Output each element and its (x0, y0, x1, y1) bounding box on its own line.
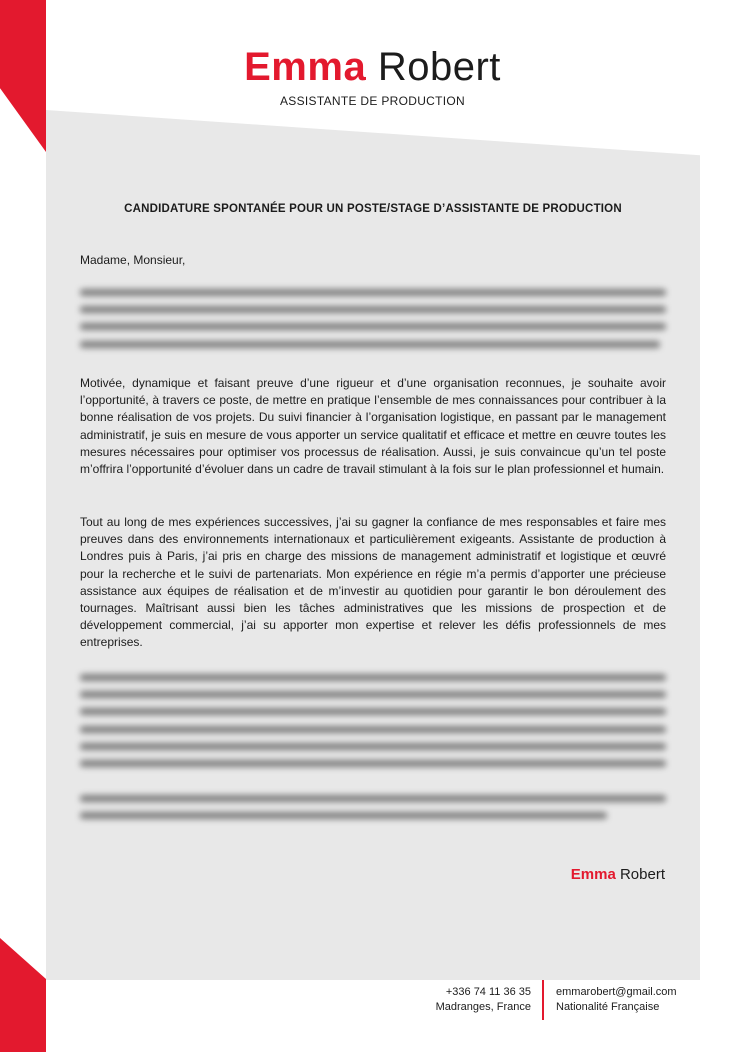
letter-paragraph-2: Motivée, dynamique et faisant preuve d’une rigueur et d’une organisation reconnues, je souhaite avoir l’opportunité, à travers ce poste, de mettre en pratique l’ensemble de mes connaissances pour contribuer à la bonne réalisation de vos projets. Du suivi financier à l’organisation logistique, en passant par le management administratif, je suis en mesure de vous apporter un service qualitatif et efficace et mettre en œuvre toutes les mesures nécessaires pour optimiser vos processus de réalisation. Aussi, je suis convaincue qu’un tel poste m’offrira l’opportunité d’évoluer dans un cadre de travail stimulant à la fois sur le plan professionnel et humain. (80, 376, 666, 477)
header-first-name: Emma (244, 45, 367, 89)
contact-location: Madranges, France (435, 1001, 531, 1013)
contact-divider (542, 980, 544, 1020)
contact-right (556, 985, 677, 1015)
letter-subject: CANDIDATURE SPONTANÉE POUR UN POSTE/STAGE D’ASSISTANTE DE PRODUCTION (124, 203, 622, 215)
header-name (0, 44, 745, 90)
header-last-name: Robert (377, 45, 501, 89)
blurred-paragraph-4 (80, 674, 666, 777)
blurred-paragraph-1 (80, 289, 666, 358)
header-role: ASSISTANTE DE PRODUCTION (280, 94, 465, 108)
letter-paragraph-3: Tout au long de mes expériences successives, j’ai su gagner la confiance de mes responsables et faire mes preuves dans des environnements internationaux et particulièrement exigeants. Assistante de production à Londres puis à Paris, j’ai pris en charge des missions de management administratif et logistique et œuvré pour la recherche et le suivi de partenariats. Mon expérience en régie m’a permis d’apporter une précieuse assistance aux équipes de réalisation et de m’investir au quotidien pour garantir le bon déroulement des tournages. Maîtrisant aussi bien les tâches administratives que les missions de prospection et de développement commercial, j’ai su apporter mon expertise et relever les défis professionnels de mes entreprises. (80, 515, 666, 650)
contact-nationality: Nationalité Française (556, 1001, 660, 1013)
blurred-paragraph-5 (80, 795, 666, 829)
red-accent-bar-bottom (0, 938, 46, 1052)
letter-salutation: Madame, Monsieur, (80, 253, 186, 267)
contact-phone: +336 74 11 36 35 (445, 986, 531, 998)
contact-email: emmarobert@gmail.com (556, 986, 677, 998)
contact-left (436, 985, 531, 1015)
signature (571, 866, 665, 883)
signature-last-name: Robert (619, 866, 665, 883)
signature-first-name: Emma (570, 866, 616, 883)
